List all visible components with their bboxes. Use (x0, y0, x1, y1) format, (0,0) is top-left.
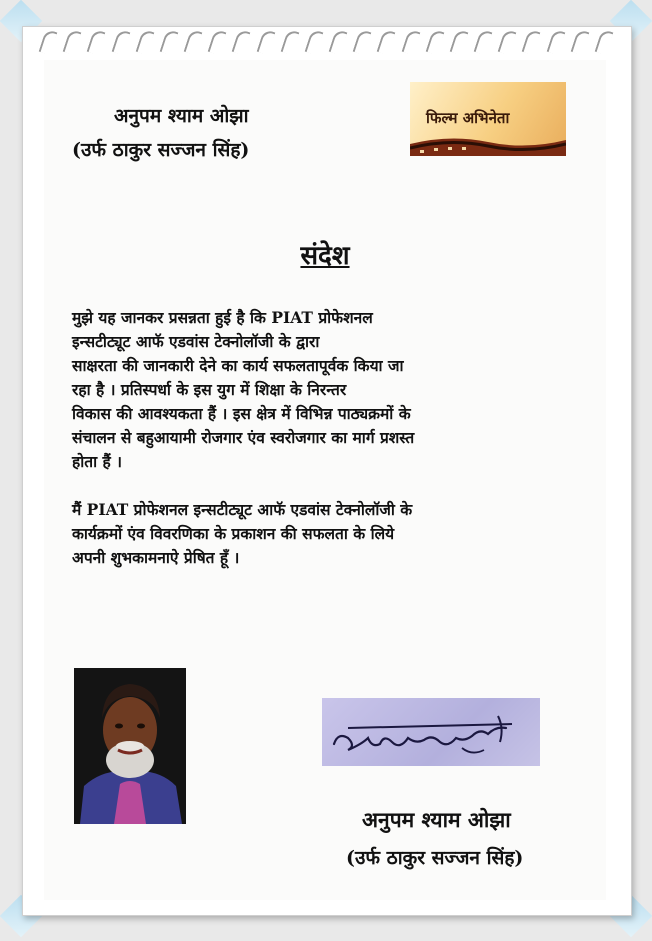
footer-name: अनुपम श्याम ओझा (362, 807, 511, 832)
spiral-ring (522, 29, 541, 56)
signature-image (322, 698, 540, 766)
message-paragraph-2 (72, 498, 572, 570)
handwritten-signature (322, 698, 540, 766)
message-paragraph-1 (72, 306, 572, 474)
spiral-ring (474, 29, 493, 56)
paragraph-line: इन्सटीट्यूट आफॅ एडवांस टेक्नोलॉजी के द्वारा (72, 332, 320, 351)
portrait-image (74, 668, 186, 824)
paragraph-line: विकास की आवश्यकता हैं । इस क्षेत्र में विभिन्न पाठ्यक्रमों के (72, 404, 411, 423)
paragraph-line: संचालन से बहुआयामी रोजगार एंव स्वरोजगार का मार्ग प्रशस्त (72, 428, 415, 447)
spiral-ring (353, 29, 372, 56)
paragraph-line: कार्यक्रमों एंव विवरणिका के प्रकाशन की सफलता के लिये (72, 524, 395, 543)
spiral-ring (595, 29, 614, 56)
letter-page (44, 60, 606, 900)
spiral-ring (450, 29, 469, 56)
spiral-ring (111, 29, 130, 56)
spiral-binding (22, 26, 630, 56)
spiral-ring (87, 29, 106, 56)
spiral-ring (570, 29, 589, 56)
spiral-ring (208, 29, 227, 56)
paragraph-line: रहा है । प्रतिस्पर्धा के इस युग में शिक्षा के निरन्तर (72, 380, 347, 399)
header-alias: (उर्फ ठाकुर सज्जन सिंह) (72, 139, 250, 161)
spiral-ring (63, 29, 82, 56)
spiral-ring (39, 29, 58, 56)
spiral-ring (159, 29, 178, 56)
footer-alias: (उर्फ ठाकुर सज्जन सिंह) (346, 847, 524, 869)
spiral-ring (401, 29, 420, 56)
spiral-ring (377, 29, 396, 56)
spiral-ring (256, 29, 275, 56)
spiral-ring (304, 29, 323, 56)
spiral-ring (232, 29, 251, 56)
spiral-ring (135, 29, 154, 56)
spiral-ring (425, 29, 444, 56)
film-actor-badge (410, 82, 566, 156)
paragraph-line: होता हैं । (72, 452, 122, 471)
spiral-ring (329, 29, 348, 56)
spiral-ring (184, 29, 203, 56)
letter-title: संदेश (300, 241, 350, 271)
film-reel-icon (410, 130, 566, 156)
portrait-photo (74, 668, 186, 824)
header-name: अनुपम श्याम ओझा (114, 105, 249, 127)
paragraph-line: अपनी शुभकामनाऐ प्रेषित हूँ । (72, 548, 240, 567)
badge-label: फिल्म अभिनेता (426, 109, 510, 127)
paragraph-line: मुझे यह जानकर प्रसन्नता हुई है कि PIAT प्रोफेशनल (72, 308, 373, 327)
spiral-ring (546, 29, 565, 56)
paragraph-line: मैं PIAT प्रोफेशनल इन्सटीट्यूट आफॅ एडवांस टेक्नोलॉजी के (72, 500, 413, 519)
paragraph-line: साक्षरता की जानकारी देने का कार्य सफलतापूर्वक किया जा (72, 356, 404, 375)
spiral-ring (280, 29, 299, 56)
spiral-ring (498, 29, 517, 56)
